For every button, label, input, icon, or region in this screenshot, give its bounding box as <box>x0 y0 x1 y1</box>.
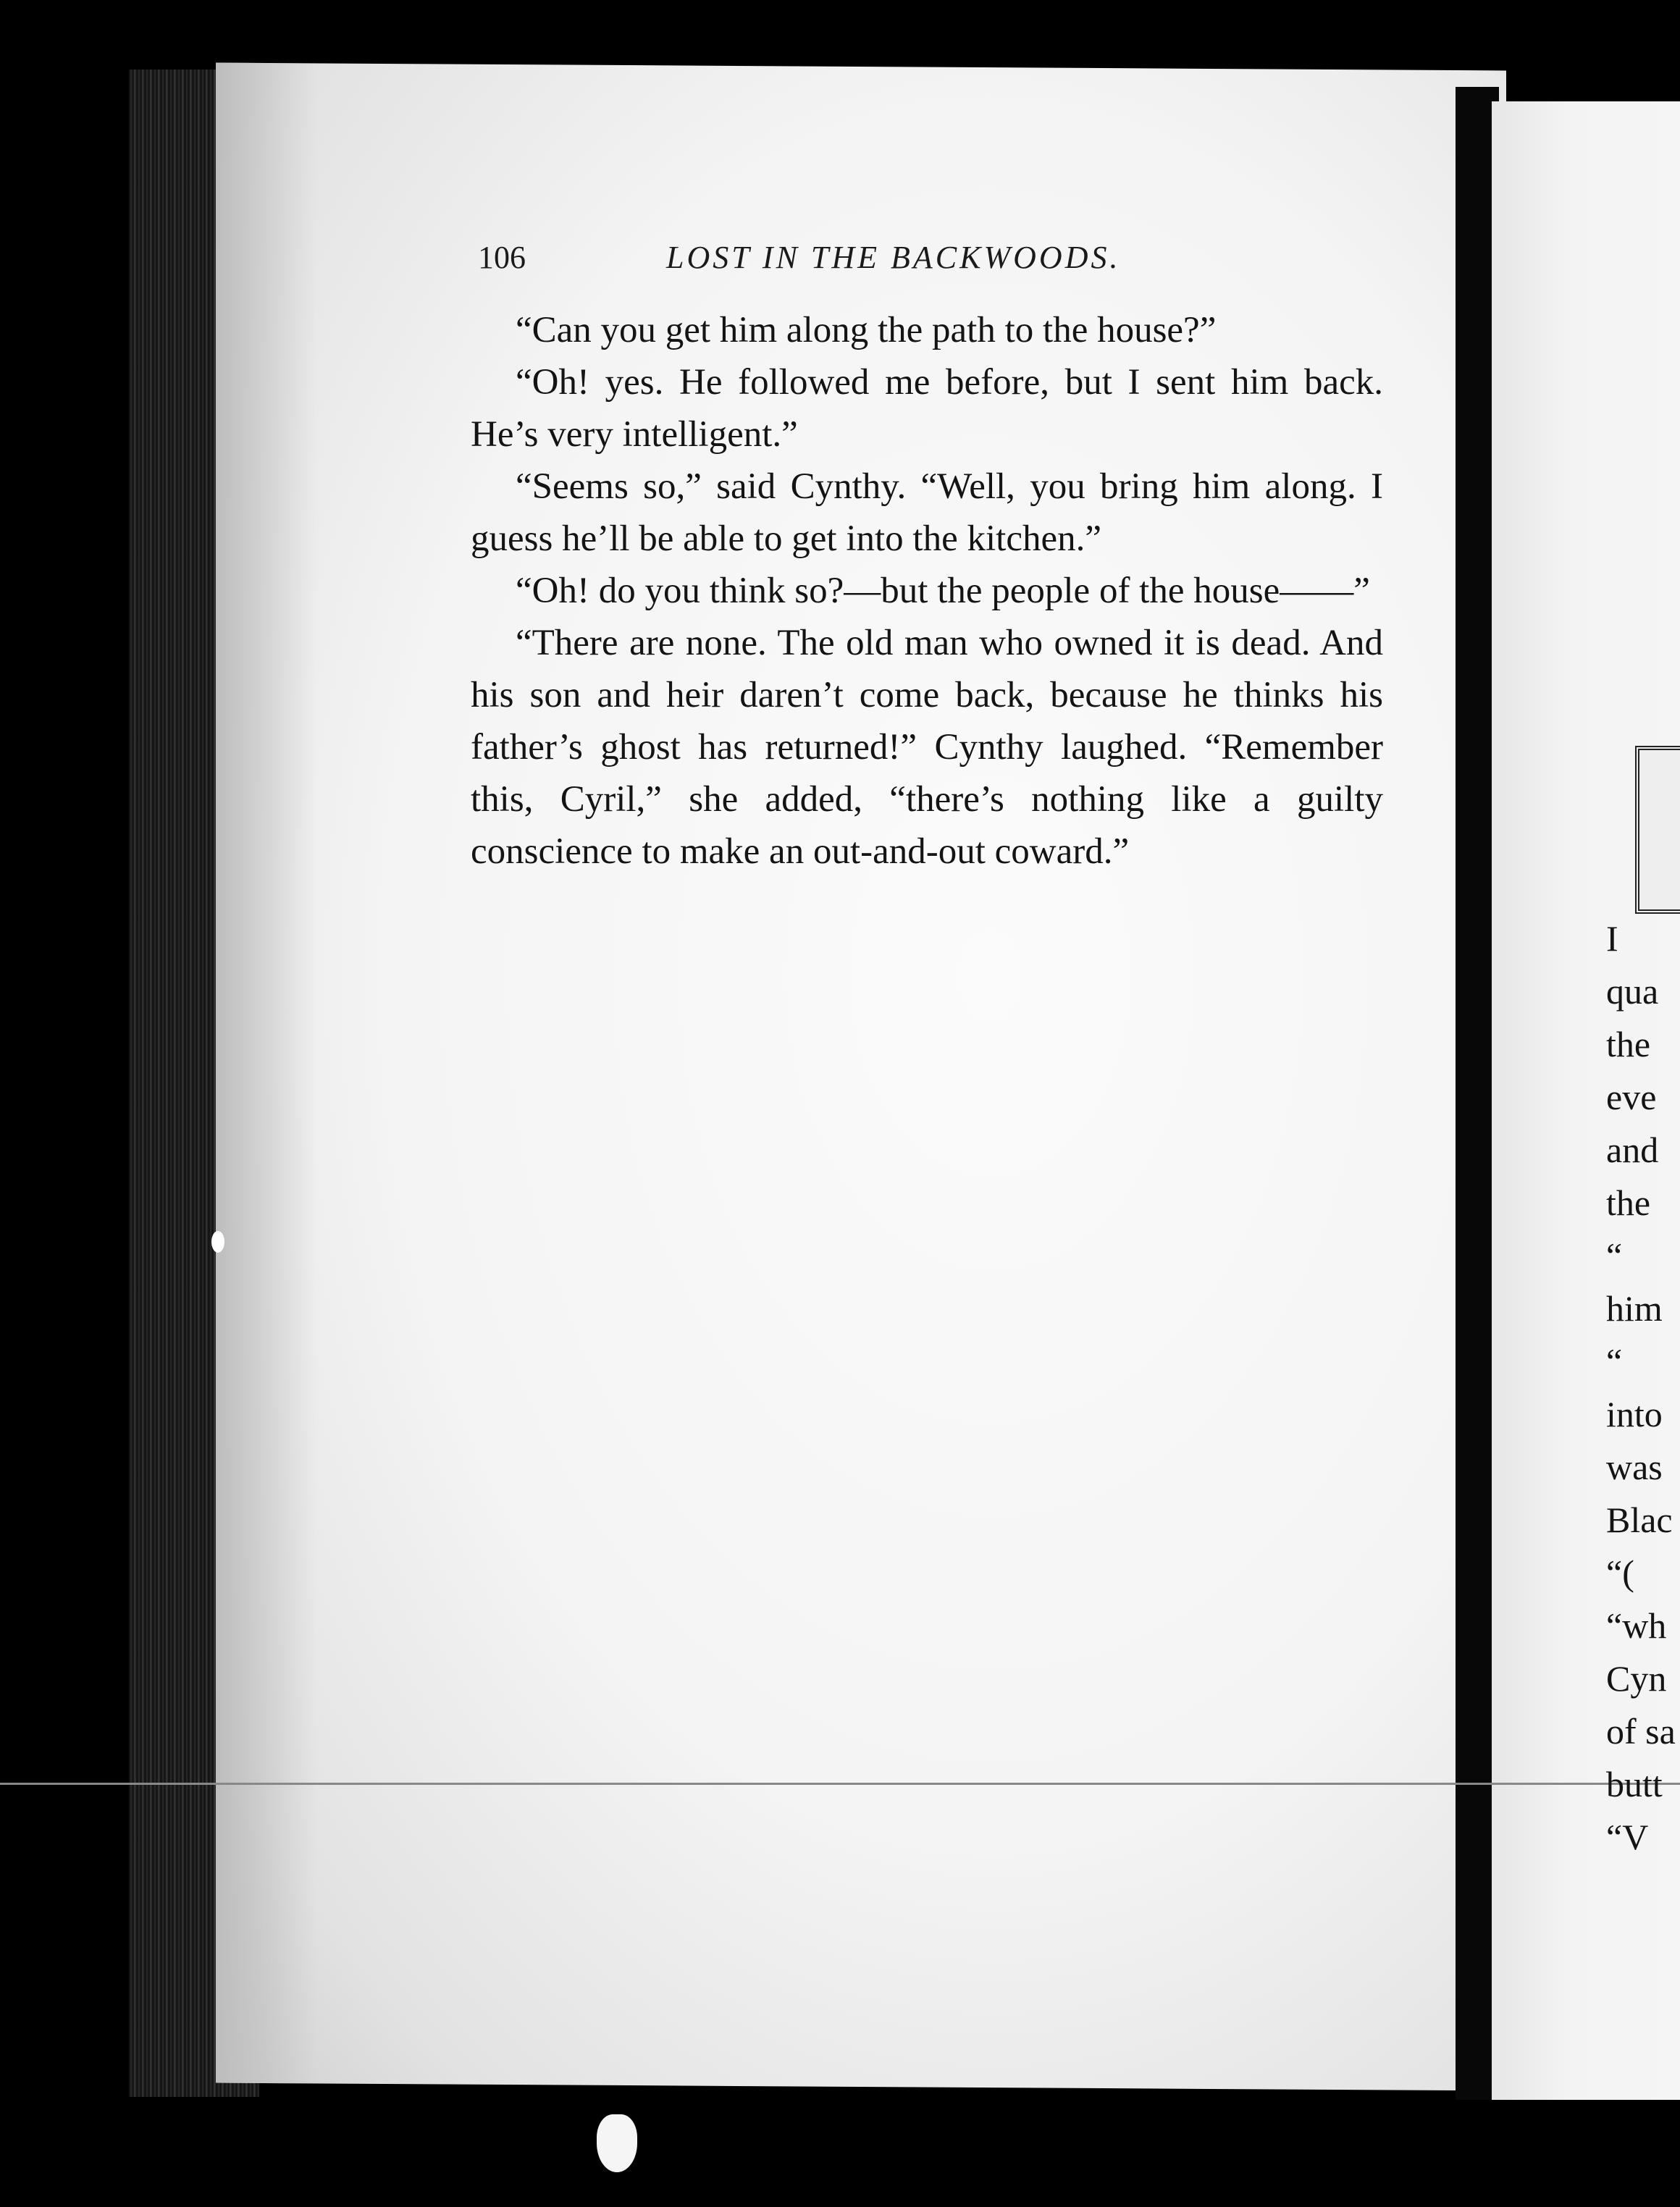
facing-line: “ <box>1606 1341 1623 1382</box>
facing-line: “wh <box>1606 1605 1667 1646</box>
facing-line: eve <box>1606 1077 1657 1117</box>
facing-line: qua <box>1606 971 1659 1012</box>
facing-line: and <box>1606 1130 1659 1170</box>
facing-line: butt <box>1606 1764 1663 1804</box>
facing-line: the <box>1606 1182 1651 1223</box>
facing-line: into <box>1606 1394 1663 1434</box>
page-number: 106 <box>478 240 526 275</box>
paragraph: “Oh! yes. He followed me before, but I sent him back. He’s very intelligent.” <box>471 362 1383 455</box>
facing-line: was <box>1606 1447 1663 1487</box>
binding-hole <box>211 1231 224 1253</box>
scan-artifact-line <box>0 1783 1680 1785</box>
paragraph: “Can you get him along the path to the house?” <box>516 310 1217 350</box>
facing-line: him <box>1606 1288 1663 1329</box>
paragraph: “There are none. The old man who owned it is dead. And his son and heir daren’t come back, because he thinks his father’s ghost has returned!” Cynthy laughed. “Remember this, Cyril,” she added, “there’s nothing like a guilty conscience to make an out-and-out coward.” <box>471 623 1383 872</box>
running-title: LOST IN THE BACKWOODS. <box>666 240 1121 275</box>
facing-line: of sa <box>1606 1711 1676 1752</box>
paper-blot <box>597 2114 637 2172</box>
paragraph: “Seems so,” said Cynthy. “Well, you bring him along. I guess he’ll be able to get into the kitchen.” <box>471 466 1383 559</box>
facing-line: “ <box>1606 1235 1623 1276</box>
running-head <box>478 239 1383 282</box>
decorative-initial-icon <box>1635 746 1680 914</box>
facing-line: “V <box>1606 1817 1649 1857</box>
facing-line: “( <box>1606 1552 1634 1593</box>
facing-page-text <box>1606 912 1680 1864</box>
body-text <box>471 304 1383 878</box>
facing-line: Blac <box>1606 1500 1673 1540</box>
facing-line: the <box>1606 1024 1651 1064</box>
facing-line: Cyn <box>1606 1658 1667 1699</box>
facing-line: I <box>1606 918 1618 959</box>
paragraph: “Oh! do you think so?—but the people of the house——” <box>516 571 1370 611</box>
